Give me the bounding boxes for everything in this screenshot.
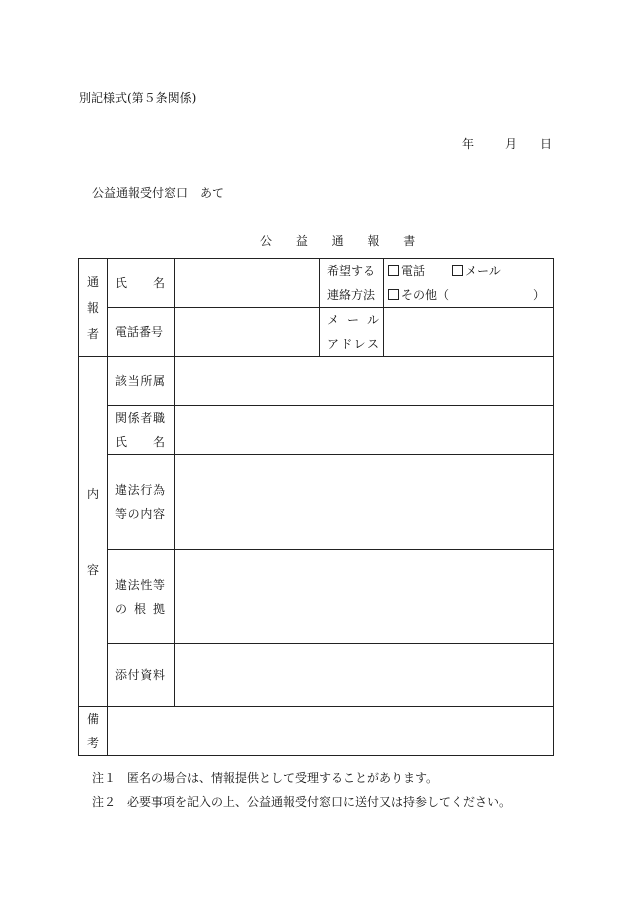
checkbox-icon — [452, 265, 463, 276]
email-field[interactable] — [384, 308, 554, 357]
violation-content-field[interactable] — [175, 455, 554, 550]
attachments-label: 添 付 資 料 — [108, 644, 175, 707]
notes — [92, 766, 511, 814]
document-title: 公 益 通 報 書 — [260, 234, 426, 248]
contact-option-mail[interactable]: メール — [452, 259, 501, 283]
attachments-field[interactable] — [175, 644, 554, 707]
note-1: 注１ 匿名の場合は、情報提供として受理することがあります。 — [92, 771, 439, 785]
department-field[interactable] — [175, 357, 554, 406]
contact-method-options: 電話 メール その他（ ） — [384, 259, 554, 308]
form-code: 別記様式(第５条関係) — [79, 91, 197, 105]
content-group-label: 内 容 — [79, 357, 108, 707]
violation-content-label: 違 法 行 為 等 の 内 容 — [108, 455, 175, 550]
addressee: 公益通報受付窓口 あて — [92, 186, 225, 200]
phone-label: 電話番号 — [108, 308, 175, 357]
email-label: メ ー ル ア ド レ ス — [320, 308, 384, 357]
report-form-table — [78, 258, 554, 756]
date-month: 月 — [505, 137, 518, 151]
date-day: 日 — [540, 137, 553, 151]
contact-option-phone[interactable]: 電話 — [388, 259, 452, 283]
checkbox-icon — [388, 265, 399, 276]
contact-option-other[interactable]: その他（ — [388, 283, 449, 307]
staff-name-label: 関 係 者 職 氏 名 — [108, 406, 175, 455]
reporter-group-label: 通 報 者 — [79, 259, 108, 357]
staff-name-field[interactable] — [175, 406, 554, 455]
phone-field[interactable] — [175, 308, 320, 357]
department-label: 該 当 所 属 — [108, 357, 175, 406]
checkbox-icon — [388, 289, 399, 300]
contact-method-label: 希望する 連絡方法 — [320, 259, 384, 308]
remarks-label: 備 考 — [79, 707, 108, 756]
legal-basis-label: 違 法 性 等 の 根 拠 — [108, 550, 175, 644]
name-label: 氏 名 — [108, 259, 175, 308]
note-2: 注２ 必要事項を記入の上、公益通報受付窓口に送付又は持参してください。 — [92, 795, 512, 809]
legal-basis-field[interactable] — [175, 550, 554, 644]
date-year: 年 — [462, 137, 475, 151]
remarks-field[interactable] — [108, 707, 554, 756]
name-field[interactable] — [175, 259, 320, 308]
date-line — [462, 138, 552, 150]
